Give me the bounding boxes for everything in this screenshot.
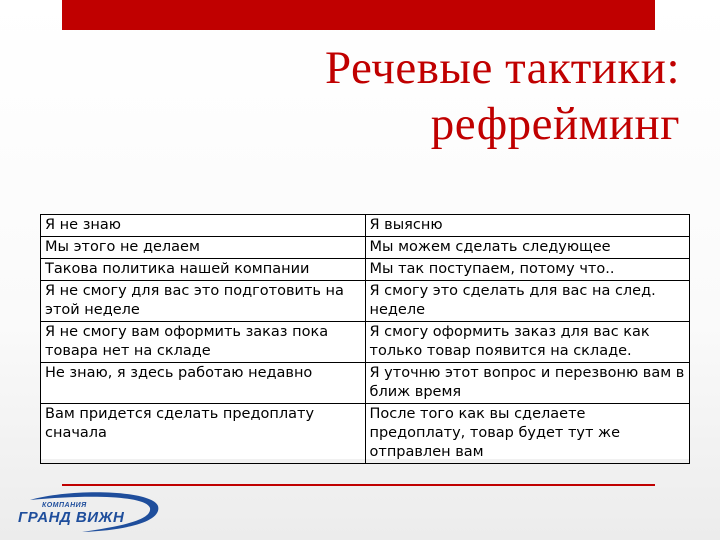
table-cell-left: Вам придется сделать предоплату сначала (41, 404, 366, 464)
company-logo (12, 490, 162, 534)
table-row (41, 215, 690, 237)
table-cell-right: Я смогу это сделать для вас на след. неделе (365, 281, 690, 322)
top-accent-bar (62, 0, 655, 30)
table-cell-left: Я не смогу вам оформить заказ пока товара нет на складе (41, 322, 366, 363)
slide-title-line2: рефрейминг (430, 98, 680, 150)
bottom-accent-line (62, 484, 655, 486)
slide-title (325, 40, 680, 152)
table-row (41, 237, 690, 259)
table-cell-left: Не знаю, я здесь работаю недавно (41, 363, 366, 404)
table-row (41, 363, 690, 404)
table-cell-left: Такова политика нашей компании (41, 259, 366, 281)
slide-title-line1: Речевые тактики: (324, 42, 680, 94)
table-cell-right: Мы так поступаем, потому что.. (365, 259, 690, 281)
logo-company-name: ГРАНД ВИЖН (18, 509, 125, 526)
table-cell-left: Я не смогу для вас это подготовить на этой неделе (41, 281, 366, 322)
table-cell-right: Мы можем сделать следующее (365, 237, 690, 259)
table-cell-right: После того как вы сделаете предоплату, товар будет тут же отправлен вам (365, 404, 690, 464)
reframing-table (40, 214, 690, 464)
table-row (41, 404, 690, 464)
table-cell-left: Я не знаю (41, 215, 366, 237)
table-cell-right: Я уточню этот вопрос и перезвоню вам в ближ время (365, 363, 690, 404)
table-row (41, 322, 690, 363)
table-cell-left: Мы этого не делаем (41, 237, 366, 259)
reframing-table-container (40, 214, 690, 459)
table-cell-right: Я выясню (365, 215, 690, 237)
logo-company-label: КОМПАНИЯ (42, 502, 87, 509)
table-row (41, 281, 690, 322)
table-row (41, 259, 690, 281)
table-cell-right: Я смогу оформить заказ для вас как только товар появится на складе. (365, 322, 690, 363)
